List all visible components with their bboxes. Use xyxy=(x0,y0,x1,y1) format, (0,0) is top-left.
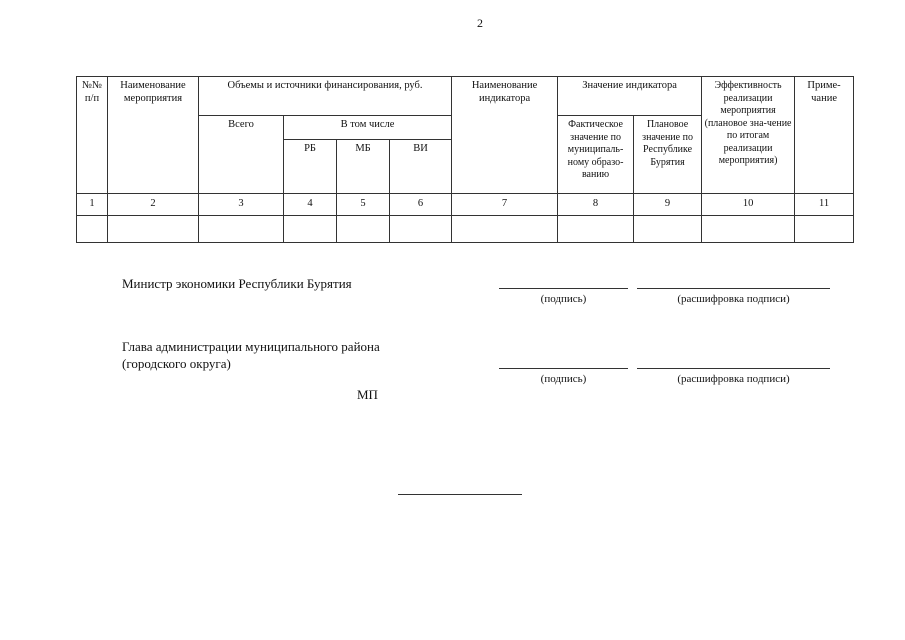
report-table xyxy=(76,76,854,243)
header-mb: МБ xyxy=(337,140,390,194)
column-number: 10 xyxy=(702,194,795,216)
column-number: 7 xyxy=(452,194,558,216)
header-event-name: Наименование мероприятия xyxy=(108,77,199,194)
column-number: 1 xyxy=(77,194,108,216)
column-number: 11 xyxy=(795,194,854,216)
minister-decoding-line[interactable] xyxy=(637,288,830,289)
page-number: 2 xyxy=(477,16,483,30)
stamp-label: МП xyxy=(357,387,378,402)
empty-cell[interactable] xyxy=(199,216,284,243)
header-funding: Объемы и источники финансирования, руб. xyxy=(199,77,452,116)
empty-cell[interactable] xyxy=(77,216,108,243)
header-total: Всего xyxy=(199,116,284,194)
header-planned-value: Плановое значение по Республике Бурятия xyxy=(634,116,702,194)
head-title-line-2: (городского округа) xyxy=(122,356,231,371)
header-actual-value: Фактическое значение по муниципаль-ному образо-ванию xyxy=(558,116,634,194)
header-indicator-value: Значение индикатора xyxy=(558,77,702,116)
column-number: 4 xyxy=(284,194,337,216)
head-signature-line[interactable] xyxy=(499,368,628,369)
empty-cell[interactable] xyxy=(795,216,854,243)
empty-cell[interactable] xyxy=(337,216,390,243)
column-number: 2 xyxy=(108,194,199,216)
column-number: 8 xyxy=(558,194,634,216)
column-number: 3 xyxy=(199,194,284,216)
minister-decoding-caption: (расшифровка подписи) xyxy=(677,293,790,305)
empty-cell[interactable] xyxy=(452,216,558,243)
header-rb: РБ xyxy=(284,140,337,194)
minister-title: Министр экономики Республики Бурятия xyxy=(122,276,352,291)
empty-cell[interactable] xyxy=(702,216,795,243)
header-vi: ВИ xyxy=(390,140,452,194)
empty-cell[interactable] xyxy=(284,216,337,243)
footer-divider xyxy=(398,494,522,495)
header-efficiency: Эффективность реализации мероприятия (плановое зна-чение по итогам реализации мероприятия) xyxy=(702,77,795,194)
head-signature-caption: (подпись) xyxy=(540,373,587,385)
empty-cell[interactable] xyxy=(108,216,199,243)
header-indicator-name: Наименование индикатора xyxy=(452,77,558,194)
column-number-row xyxy=(77,194,854,216)
header-num: №№ п/п xyxy=(77,77,108,194)
head-title-line-1: Глава администрации муниципального района xyxy=(122,339,380,354)
minister-signature-caption: (подпись) xyxy=(540,293,587,305)
head-decoding-line[interactable] xyxy=(637,368,830,369)
minister-signature-line[interactable] xyxy=(499,288,628,289)
column-number: 9 xyxy=(634,194,702,216)
empty-cell[interactable] xyxy=(634,216,702,243)
empty-cell[interactable] xyxy=(390,216,452,243)
empty-data-row xyxy=(77,216,854,243)
header-including: В том числе xyxy=(284,116,452,140)
head-decoding-caption: (расшифровка подписи) xyxy=(677,373,790,385)
header-note: Приме-чание xyxy=(795,77,854,194)
column-number: 5 xyxy=(337,194,390,216)
empty-cell[interactable] xyxy=(558,216,634,243)
column-number: 6 xyxy=(390,194,452,216)
